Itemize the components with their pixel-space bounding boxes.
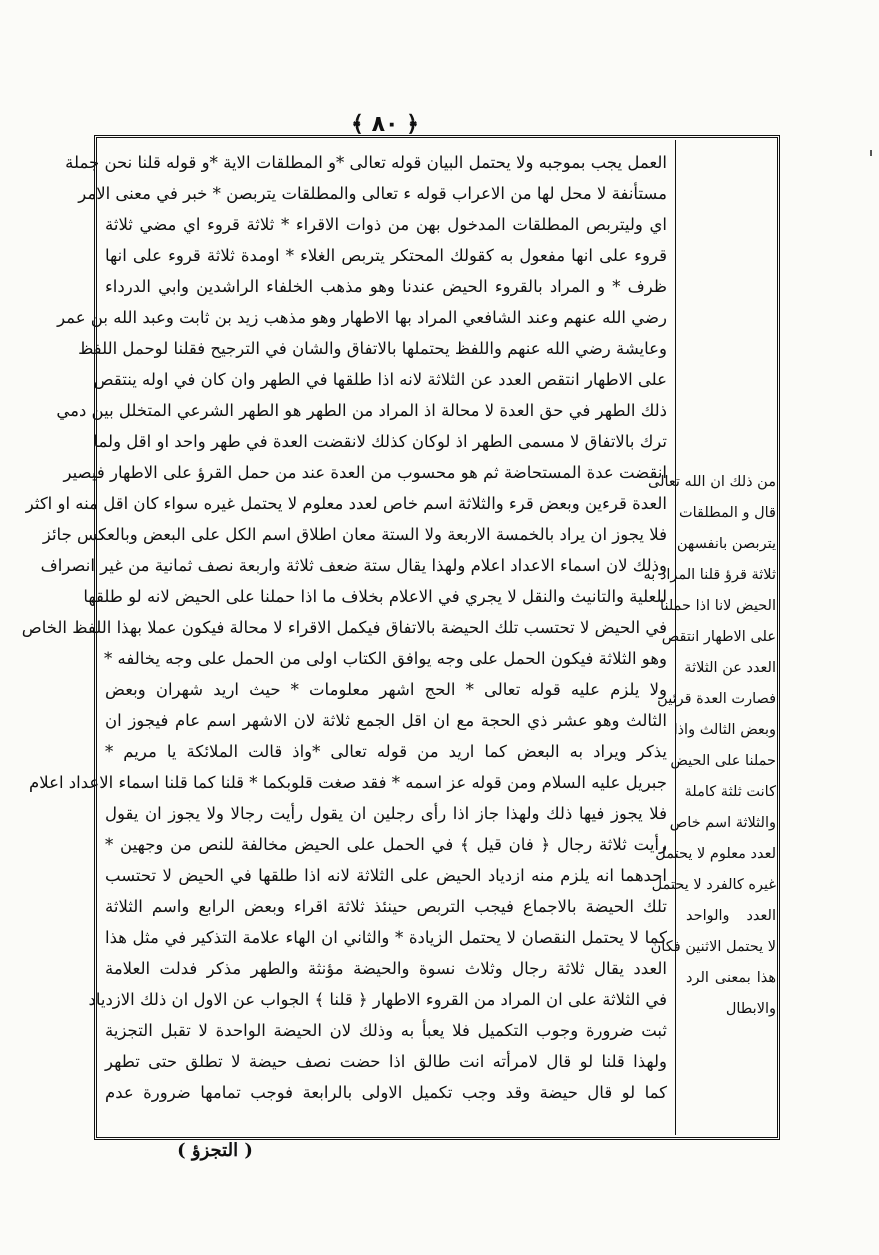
main-text-line: رضي الله عنهم وعند الشافعي المراد بها الاطهار وهو مذهب زيد بن ثابت وعبد الله بن عمر — [57, 308, 667, 327]
main-text-line: تلك الحيضة بالاجماع فيجب التربص حينئذ ثلاثة اقراء وبعض الرابع واسم الثلاثة — [105, 897, 667, 916]
main-text-line: ظرف * و المراد بالقروء الحيض عندنا وهو مذهب الخلفاء الراشدين وابي الدرداء — [105, 277, 667, 296]
main-text-line: جبريل عليه السلام ومن قوله عز اسمه * فقد صغت قلوبكما * قلنا كما قلنا اسماء الاعداد اعلام — [29, 773, 667, 792]
margin-line: لعدد معلوم لا يحتمل — [655, 846, 776, 862]
main-text-block — [21, 147, 667, 1132]
catchword: ( التجزؤ ) — [177, 1140, 253, 1161]
margin-line: الحيض لانا اذا حملنا — [660, 598, 776, 614]
margin-line: قال و المطلقات — [678, 505, 776, 521]
main-text-line: في الثلاثة على ان المراد من القروء الاطهار ﴿ قلنا ﴾ الجواب عن الاول ان ذلك الازدياد — [88, 990, 667, 1009]
margin-line: والابطال — [725, 1001, 776, 1017]
main-text-line: على الاطهار انتقص العدد عن الثلاثة لانه اذا طلقها في الطهر وان كان في اوله ينتقص — [93, 370, 667, 389]
margin-line: العدد عن الثلاثة — [684, 660, 776, 676]
main-text-line: رأيت ثلاثة رجال ﴿ فان قيل ﴾ في الحمل على الحيض مخالفة للنص من وجهين * — [105, 835, 667, 854]
margin-line: كانت ثلثة كاملة — [684, 784, 776, 800]
main-text-line: العدد يقال ثلاثة رجال وثلاث نسوة والحيضة مؤنثة والطهر مذكر فدلت العلامة — [105, 959, 667, 978]
main-text-line: قروء على انها مفعول به كقولك المحتكر يتربص الغلاء * اومدة ثلاثة قروء على انها — [105, 246, 667, 265]
margin-line: ثلاثة قرؤ قلنا المراد به — [643, 567, 776, 583]
margin-line: فصارت العدة قرئين — [657, 691, 776, 707]
main-text-line: وهو الثلاثة فيكون الحمل على وجه يوافق الكتاب اولى من الحمل على وجه يخالفه * — [104, 649, 667, 668]
margin-line: هذا بمعنى الرد — [686, 970, 776, 986]
main-text-line: كما لا يحتمل النقصان لا يحتمل الزيادة * والثاني ان الهاء علامة التذكير في مثل هذا — [105, 928, 667, 947]
main-text-line: وعايشة رضي الله عنهم واللفظ يحتملها بالاتفاق والشان في الترجيح فقلنا لوحمل اللفظ — [78, 339, 667, 358]
margin-line: لا يحتمل الاثنين فكان — [650, 939, 776, 955]
main-text-line: العمل يجب بموجبه ولا يحتمل البيان قوله تعالى *و المطلقات الاية *و قوله قلنا نحن جملة — [65, 153, 667, 172]
margin-line: غيره كالفرد لا يحتمل — [651, 877, 776, 893]
main-text-line: في الحيض لا تحتسب تلك الحيضة بالاتفاق فيكمل الاقراء لا محالة فيكون عملا بهذا اللفظ الخاص — [21, 618, 667, 637]
margin-commentary — [643, 467, 776, 1025]
main-text-line: ولهذا قلنا لو قال لامرأته انت طالق اذا حضت نصف حيضة لا تطلق حتى تطهر — [105, 1052, 667, 1071]
margin-line: على الاطهار انتقص — [661, 629, 776, 645]
scan-speck — [870, 150, 872, 156]
main-text-line: احدهما انه يلزم منه ازدياد الحيض على الثلاثة لانه اذا طلقها في الحيض لا تحتسب — [105, 866, 667, 885]
main-text-line: الثالث وهو عشر ذي الحجة مع ان اقل الجمع ثلاثة لان الاشهر اسم عام فيجوز ان — [105, 711, 667, 730]
main-text-line: كما لو قال حيضة وقد وجب تكميل الاولى بالرابعة فوجب تمامها ضرورة عدم — [105, 1083, 667, 1102]
main-text-line: وذلك لان اسماء الاعداد اعلام ولهذا يقال ستة ضعف ثلاثة واربعة نصف ثمانية من غير انصراف — [40, 556, 667, 575]
margin-line: وبعض الثالث واذا — [673, 722, 776, 738]
margin-line: العدد والواحد — [686, 908, 776, 924]
main-text-line: فلا يجوز فيها ذلك ولهذا جاز اذا رأى رجلين ان يقول رأيت رجالا ولا يجوز ان يقول — [105, 804, 667, 823]
main-text-line: ثبت ضرورة وجوب التكميل فلا يعبأ به وذلك لان الحيضة الواحدة لا تقبل التجزية — [105, 1021, 667, 1040]
main-text-line: ذلك الطهر في حق العدة لا محالة اذ المراد من الطهر هو الطهر الشرعي المتخلل بين دمي — [56, 401, 667, 420]
margin-line: حملنا على الحيض — [670, 753, 776, 769]
main-text-line: ترك بالاتفاق لا مسمى الطهر اذ لوكان كذلك لانقضت العدة في طهر واحد او اقل ولما — [93, 432, 667, 451]
main-text-line: مستأنفة لا محل لها من الاعراب قوله ء تعالى والمطلقات يتربصن * خبر في معنى الامر — [78, 184, 667, 203]
page-number: ﴿ ٨٠ ﴾ — [351, 112, 419, 137]
main-text-line: يذكر ويراد به البعض كما اريد من قوله تعالى *واذ قالت الملائكة يا مريم * — [105, 742, 667, 761]
margin-line: يتربصن بانفسهن — [676, 536, 776, 552]
main-text-line: انقضت عدة المستحاضة ثم هو محسوب من العدة عند من حمل القرؤ على الاطهار فيصير — [63, 463, 667, 482]
main-text-line: العدة قرءين وبعض قرء والثلاثة اسم خاص لعدد معلوم لا يحتمل غيره سواء كان اقل منه او اكثر — [25, 494, 667, 513]
main-text-line: ولا يلزم عليه قوله تعالى * الحج اشهر معلومات * حيث اريد شهران وبعض — [105, 680, 667, 699]
main-text-line: فلا يجوز ان يراد بالخمسة الاربعة ولا الستة معان اطلاق اسم الكل على البعض وبالعكس جائز — [42, 525, 667, 544]
main-text-line: اي وليتربص المطلقات المدخول بهن من ذوات الاقراء * ثلاثة قروء اي مضي ثلاثة — [105, 215, 667, 234]
margin-line: والثلاثة اسم خاص — [669, 815, 776, 831]
margin-line: من ذلك ان الله تعالى — [648, 474, 776, 490]
main-text-line: للعلية والتانيث والنقل لا يجري في الاعلام بخلاف ما اذا حملنا على الحيض لانه لو طلقها — [83, 587, 667, 606]
